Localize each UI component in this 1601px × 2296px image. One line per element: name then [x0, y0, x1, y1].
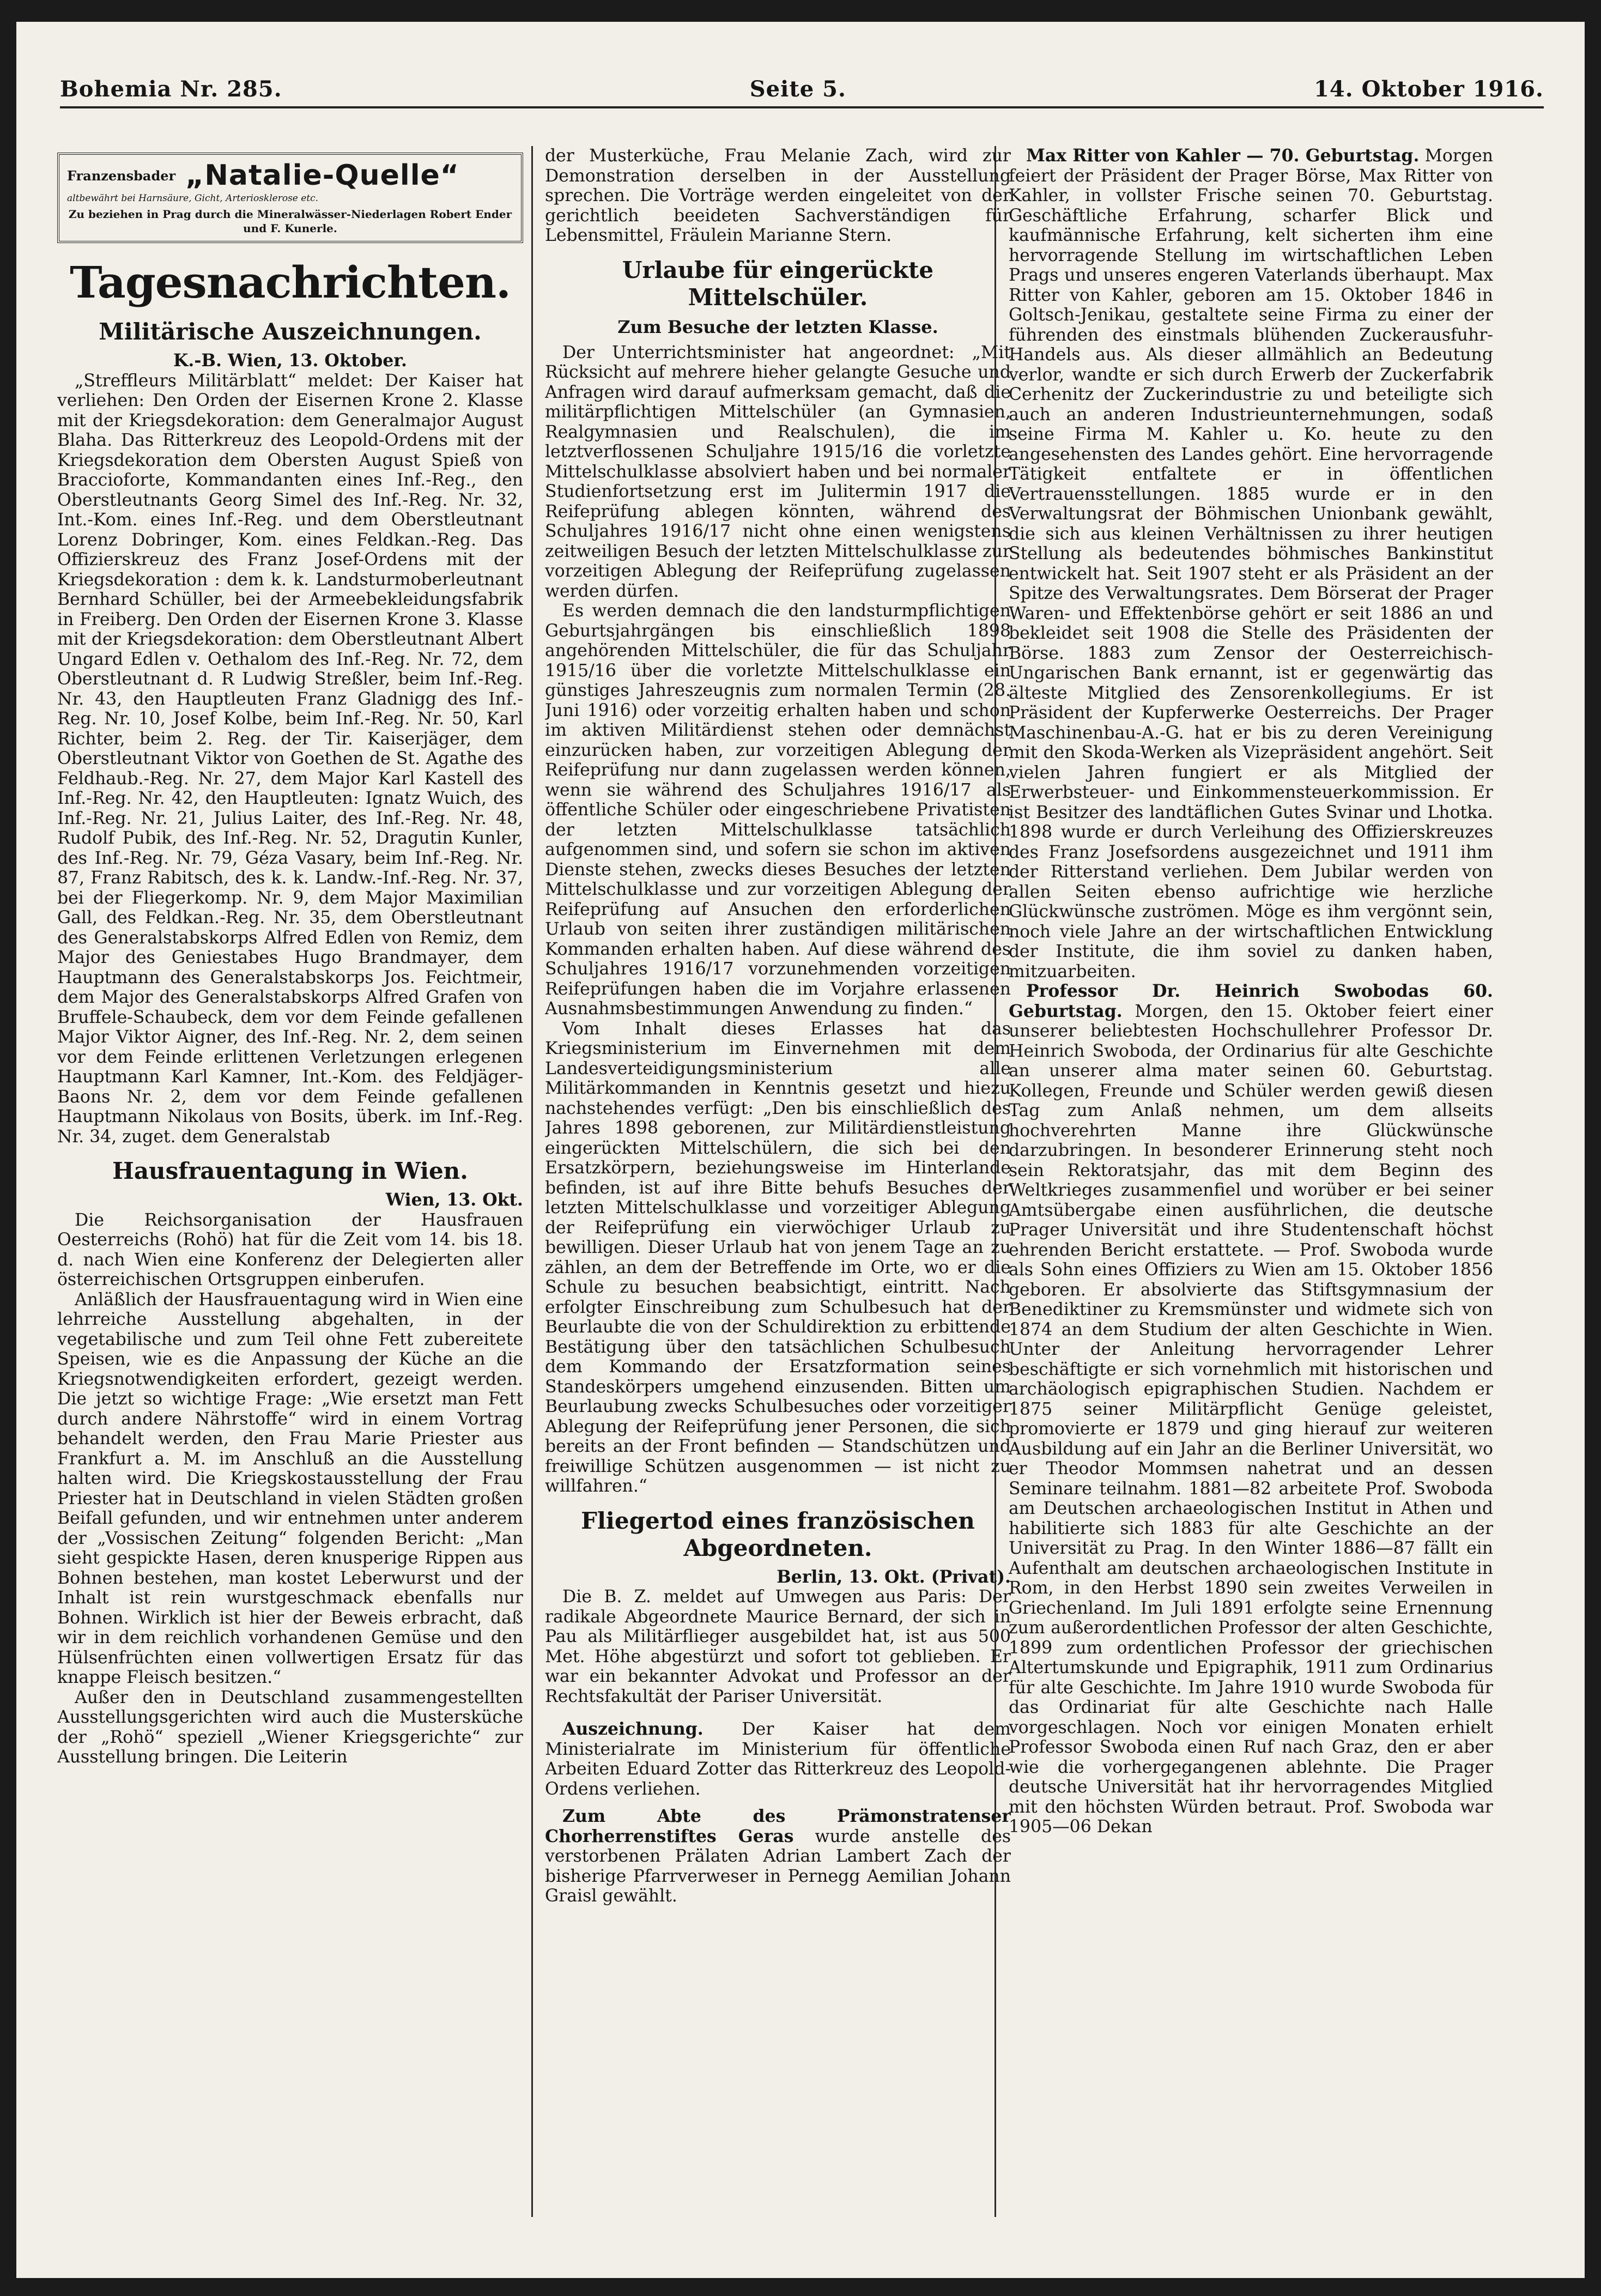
- article-paragraph: Die Reichsorganisation der Hausfrauen Oesterreichs (Rohö) hat für die Zeit vom 14. bis 18. d. nach Wien eine Konferenz der Delegierten aller österreichischen Ortsgruppen einberufen.: [57, 1210, 523, 1289]
- notice-paragraph: [545, 1807, 1011, 1906]
- notice-text: wurde anstelle des verstorbenen Prälaten Adrian Lambert Zach der bisherige Pfarrverweser in Pernegg Aemilian Johann Graisl gewählt.: [545, 1826, 1011, 1906]
- article-paragraph: Vom Inhalt dieses Erlasses hat das Kriegsministerium im Einvernehmen mit dem Landesverteidigungsministerium alle Militärkommanden in Kenntnis gesetzt und hiezu nachstehendes verfügt: „Den bis einschließlich des Jahres 1898 geborenen, zur Militärdienstleistung eingerückten Mittelschülern, die sich bei den Ersatzkörpern, beziehungsweise im Hinterlande befinden, ist auf ihre Bitte behufs Besuches der letzten Mittelschulklasse und vorzeitiger Ablegung der Reifeprüfung ein vierwöchiger Urlaub zu bewilligen. Dieser Urlaub hat von jenem Tage an zu zählen, an dem der Betreffende im Orte, wo er die Schule zu besuchen beabsichtigt, eintritt. Nach erfolgter Einschreibung zum Schulbesuch hat der Beurlaubte die von der Schuldirektion zu erbittende Bestätigung über den tatsächlichen Schulbesuch dem Kommando der Ersatzformation seines Standeskörpers umgehend einzusenden. Bitten um Beurlaubung zwecks Schulbesuches oder vorzeitiger Ablegung der Reifeprüfung jener Personen, die sich bereits an der Front befinden — Standschützen und freiwillige Schützen ausgenommen — ist nicht zu willfahren.“: [545, 1019, 1011, 1496]
- column-2: [545, 146, 1011, 2228]
- notice-text: Morgen feiert der Präsident der Prager Börse, Max Ritter von Kahler, in vollster Frische seinen 70. Geburtstag. Geschäftliche Erfahrung, scharfer Blick und kaufmännische Erfahrung, kelt sicherten ihm eine hervorragende Stellung im wirtschaftlichen Leben Prags und unseres engeren Vaterlands überhaupt. Max Ritter von Kahler, geboren am 15. Oktober 1846 in Goltsch-Jenikau, gestaltete seine Firma zu einer der führenden des einstmals blühenden Zuckerausfuhr-Handels aus. Als dieser allmählich an Bedeutung verlor, wandte er sich durch Erwerb der Zuckerfabrik Cerhenitz der Zuckerindustrie zu und beteiligte sich auch an anderen Industrieunternehmungen, sodaß seine Firma M. Kahler u. Ko. heute zu den angesehensten des Landes gehört. Eine hervorragende Tätigkeit entfaltete er in öffentlichen Vertrauensstellungen. 1885 wurde er in den Verwaltungsrat der Böhmischen Unionbank gewählt, die sich aus kleinen Verhältnissen zu ihrer heutigen Stellung als bedeutendes böhmisches Bankinstitut entwickelt hat. Seit 1907 steht er als Präsident an der Spitze des Verwaltungsrates. Dem Börserat der Prager Waren- und Effektenbörse gehört er seit 1886 an und bekleidet seit 1908 die Stelle des Präsidenten der Börse. 1883 zum Zensor der Oesterreichisch-Ungarischen Bank ernannt, ist er gegenwärtig das älteste Mitglied des Zensorenkollegiums. Er ist Präsident der Kupferwerke Oesterreichs. Der Prager Maschinenbau-A.-G. hat er bis zu deren Vereinigung mit den Skoda-Werken als Vizepräsident angehört. Seit vielen Jahren fungiert er als Mitglied der Erwerbsteuer- und Einkommensteuerkommission. Er ist Besitzer des landtäflichen Gutes Svinar und Lhotka. 1898 wurde er durch Verleihung des Offizierskreuzes des Franz Josefsordens ausgezeichnet und 1911 ihm der Ritterstand verliehen. Dem Jubilar werden von allen Seiten ebenso aufrichtige wie herzliche Glückwünsche zuströmen. Möge es ihm vergönnt sein, noch viele Jahre an der wirtschaftlichen Entwicklung der Institute, die ihm soviel zu danken haben, mitzuarbeiten.: [1009, 146, 1493, 982]
- article-title: Hausfrauentagung in Wien.: [112, 1158, 468, 1184]
- section-title: Tagesnachrichten.: [70, 257, 511, 308]
- ad-product-name: „Natalie-Quelle“: [185, 159, 459, 192]
- ad-spring-label: Franzensbader: [67, 167, 176, 184]
- advertisement: [57, 153, 523, 243]
- notice-lead: Auszeichnung.: [562, 1719, 704, 1739]
- page-number: Seite 5.: [749, 76, 846, 102]
- article-paragraph: Außer den in Deutschland zusammengestellten Ausstellungsgerichten wird auch die Mustersküche der „Rohö“ speziell „Wiener Kriegsgerichte“ zur Ausstellung bringen. Die Leiterin: [57, 1687, 523, 1767]
- notice-lead: Zum Abte des Prämonstratenser Chorherrenstiftes Geras: [545, 1806, 1011, 1846]
- notice-lead: Max Ritter von Kahler — 70. Geburtstag.: [1026, 146, 1420, 166]
- article-paragraph: Anläßlich der Hausfrauentagung wird in Wien eine lehrreiche Ausstellung abgehalten, in der vegetabilische und zum Teil ohne Fett zubereitete Speisen, wie es die Anpassung der Küche an die Kriegsnotwendigkeiten erfordert, gezeigt werden. Die jetzt so wichtige Frage: „Wie ersetzt man Fett durch andere Nährstoffe“ wird in einem Vortrag behandelt werden, den Frau Marie Priester aus Frankfurt a. M. im Anschluß an die Ausstellung halten wird. Die Kriegskostausstellung der Frau Priester hat in Deutschland in vielen Städten großen Beifall gefunden, und wir entnehmen unter anderem der „Vossischen Zeitung“ folgenden Bericht: „Man sieht gespickte Hasen, deren knusperige Rippen aus Bohnen bestehen, man kostet Leberwurst und der Inhalt ist rein wurstgeschmack ebenfalls nur Bohnen. Wirklich ist hier der Beweis erbracht, daß wir in dem reichlich vorhandenen Gemüse und den Hülsenfrüchten einen vollwertigen Ersatz für das knappe Fleisch besitzen.“: [57, 1289, 523, 1687]
- article-paragraph: Es werden demnach die den landsturmpflichtigen Geburtsjahrgängen bis einschließlich 1898 angehörenden Mittelschüler, die für das Schuljahr 1915/16 über die vorletzte Mittelschulklasse ein günstiges Jahreszeugnis zum normalen Termin (28. Juni 1916) oder vorzeitig erhalten haben und schon im aktiven Militärdienst stehen oder demnächst einzurücken haben, zur vorzeitigen Ablegung der Reifeprüfung nur dann zugelassen werden können, wenn sie während des Schuljahres 1916/17 als öffentliche Schüler oder eingeschriebene Privatisten der letzten Mittelschulklasse tatsächlich aufgenommen sind, und sofern sie schon im aktiven Dienste stehen, zwecks dieses Besuches der letzten Mittelschulklasse und zur vorzeitigen Ablegung der Reifeprüfung auf Ansuchen den erforderlichen Urlaub von seiten ihrer zuständigen militärischen Kommanden erhalten haben. Auf diese während des Schuljahres 1916/17 vorzunehmenden vorzeitigen Reifeprüfungen haben die im Vorjahre erlassenen Ausnahmsbestimmungen Anwendung zu finden.“: [545, 601, 1011, 1019]
- notice-paragraph: [545, 1719, 1011, 1799]
- issue-number: Bohemia Nr. 285.: [60, 76, 282, 102]
- ad-note: Zu beziehen in Prag durch die Mineralwässer-Niederlagen Robert Ender und F. Kunerle.: [68, 208, 512, 235]
- article-paragraph: „Streffleurs Militärblatt“ meldet: Der Kaiser hat verliehen: Den Orden der Eisernen Krone 2. Klasse mit der Kriegsdekoration: dem Generalmajor August Blaha. Das Ritterkreuz des Leopold-Ordens mit der Kriegsdekoration dem Obersten August Spieß von Braccioforte, Kommandanten eines Inf.-Reg., den Oberstleutnants Georg Simel des Inf.-Reg. Nr. 32, Int.-Kom. eines Inf.-Reg. und dem Oberstleutnant Lorenz Dobringer, Kom. eines Feldkan.-Reg. Das Offizierskreuz des Franz Josef-Ordens mit der Kriegsdekoration : dem k. k. Landsturmoberleutnant Bernhard Schüller, bei der Armeebekleidungsfabrik in Freiberg. Den Orden der Eisernen Krone 3. Klasse mit der Kriegsdekoration: dem Oberstleutnant Albert Ungard Edlen v. Oethalom des Inf.-Reg. Nr. 72, dem Oberstleutnant d. R Ludwig Streßler, beim Inf.-Reg. Nr. 43, den Hauptleuten Franz Gladnigg des Inf.-Reg. Nr. 10, Josef Kolbe, beim Inf.-Reg. Nr. 50, Karl Richter, beim 2. Reg. der Tir. Kaiserjäger, dem Oberstleutnant Viktor von Goethen de St. Agathe des Feldhaub.-Reg. Nr. 27, dem Major Karl Kastell des Inf.-Reg. Nr. 42, den Hauptleuten: Ignatz Wuich, des Inf.-Reg. Nr. 21, Julius Laiter, des Inf.-Reg. Nr. 48, Rudolf Pubik, des Inf.-Reg. Nr. 52, Dragutin Kunler, des Inf.-Reg. Nr. 79, Géza Vasary, beim Inf.-Reg. Nr. 87, Franz Rabitsch, des k. k. Landw.-Inf.-Reg. Nr. 37, bei der Fliegerkomp. Nr. 9, dem Major Maximilian Gall, des Feldkan.-Reg. Nr. 35, dem Oberstleutnant des Generalstabskorps Alfred Edlen von Remiz, dem Major des Geniestabes Hugo Brandmayer, dem Hauptmann des Generalstabskorps Jos. Feichtmeir, dem Major des Generalstabskorps Alfred Grafen von Bruffele-Schaubeck, dem vor dem Feinde gefallenen Major Viktor Aigner, des Inf.-Reg. Nr. 2, dem seinen vor dem Feinde erlittenen Verletzungen erlegenen Hauptmann Karl Kamner, Int.-Kom. des Feldjäger-Baons Nr. 2, dem vor dem Feinde gefallenen Hauptmann Nikolaus von Bosits, überk. im Inf.-Reg. Nr. 34, zuget. dem Generalstab: [57, 371, 523, 1147]
- notice-text: Morgen, den 15. Oktober feiert einer unserer beliebtesten Hochschullehrer Professor Dr. Heinrich Swoboda, der Ordinarius für alte Geschichte an unserer alma mater seinen 60. Geburtstag. Kollegen, Freunde und Schüler werden gewiß diesen Tag zum Anlaß nehmen, um dem allseits hochverehrten Manne ihre Glückwünsche darzubringen. In besonderer Erinnerung steht noch sein Rektoratsjahr, das mit dem Beginn des Weltkrieges zusammenfiel und worüber er bei seiner Amtsübergabe einen ausführlichen, die deutsche Prager Universität und ihre Studentenschaft höchst ehrenden Bericht erstattete. — Prof. Swoboda wurde als Sohn eines Offiziers zu Wien am 15. Oktober 1856 geboren. Er absolvierte das Stiftsgymnasium der Benediktiner zu Kremsmünster und widmete sich von 1874 an dem Studium der alten Geschichte in Wien. Unter der Anleitung hervorragender Lehrer beschäftigte er sich vornehmlich mit historischen und archäologisch epigraphischen Studien. Nachdem er 1875 seiner Militärpflicht Genüge geleistet, promovierte er 1879 und ging hierauf zur weiteren Ausbildung auf ein Jahr an die Berliner Universität, wo er Theodor Mommsen nahetrat und an dessen Seminare teilnahm. 1881—82 arbeitete Prof. Swoboda am Deutschen archaeologischen Institut in Athen und habilitierte sich 1883 für alte Geschichte an der Universität zu Prag. In den Winter 1886—87 fällt ein Aufenthalt am deutschen archaeologischen Institute in Rom, in den Herbst 1890 sein zweites Verweilen in Griechenland. Im Juli 1891 erfolgte seine Ernennung zum außerordentlichen Professor der alten Geschichte, 1899 zum ordentlichen Professor der griechischen Altertumskunde und Epigraphik, 1911 zum Ordinarius für alte Geschichte. Im Jahre 1910 wurde Swoboda für das Ordinariat für alte Geschichte nach Halle vorgeschlagen. Noch vor einigen Monaten erhielt Professor Swoboda einen Ruf nach Graz, den er aber wie die vorhergegangenen ablehnte. Die Prager deutsche Universität hat ihr hervorragendes Mitglied mit den höchsten Würden betraut. Prof. Swoboda war 1905—06 Dekan: [1009, 1001, 1493, 1837]
- article-subtitle: Zum Besuche der letzten Klasse.: [617, 316, 938, 337]
- article-dateline: Berlin, 13. Okt. (Privat).: [777, 1566, 1011, 1587]
- notice-paragraph: [1009, 982, 1493, 1837]
- article-dateline: K.-B. Wien, 13. Oktober.: [173, 350, 407, 371]
- notice-lead: Professor Dr. Heinrich Swobodas 60. Geburtstag.: [1009, 981, 1493, 1021]
- page-header: [60, 76, 1544, 108]
- notice-paragraph: [1009, 146, 1493, 982]
- ad-tagline: altbewährt bei Harnsäure, Gicht, Arteriosklerose etc.: [67, 193, 319, 204]
- column-3: [994, 146, 1493, 2228]
- article-title: Militärische Auszeichnungen.: [99, 318, 482, 345]
- article-paragraph: Die B. Z. meldet auf Umwegen aus Paris: Der radikale Abgeordnete Maurice Bernard, der sich in Pau als Militärflieger ausgebildet hat, ist aus 500 Met. Höhe abgestürzt und sofort tot geblieben. Er war ein bekannter Advokat und Professor an der Rechtsfakultät der Pariser Universität.: [545, 1587, 1011, 1706]
- article-title: Urlaube für eingerückte Mittelschüler.: [622, 256, 934, 311]
- article-title: Fliegertod eines französischen Abgeordneten.: [581, 1507, 975, 1561]
- article-dateline: Wien, 13. Okt.: [385, 1190, 523, 1210]
- newspaper-page: [16, 22, 1585, 2278]
- issue-date: 14. Oktober 1916.: [1314, 76, 1544, 102]
- notice-text: Der Kaiser hat dem Ministerialrate im Ministerium für öffentliche Arbeiten Eduard Zotter das Ritterkreuz des Leopold-Ordens verliehen.: [545, 1719, 1011, 1799]
- article-paragraph: Der Unterrichtsminister hat angeordnet: „Mit Rücksicht auf mehrere hieher gelangte Gesuche und Anfragen wird darauf aufmerksam gemacht, daß die militärpflichtigen Mittelschüler (an Gymnasien, Realgymnasien und Realschulen), die im letztverflossenen Schuljahre 1915/16 die vorletzte Mittelschulklasse absolviert haben und bei normaler Studienfortsetzung erst im Julitermin 1917 die Reifeprüfung ablegen könnten, während des Schuljahres 1916/17 nicht ohne einen wenigstens zeitweiligen Besuch der letzten Mittelschulklasse zur vorzeitigen Ablegung der Reifeprüfung zugelassen werden dürfen.: [545, 342, 1011, 601]
- column-1: [57, 146, 523, 2228]
- column-divider: [531, 146, 533, 2217]
- article-paragraph: der Musterküche, Frau Melanie Zach, wird zur Demonstration derselben in der Ausstellung sprechen. Die Vorträge werden eingeleitet von der gerichtlich beeideten Sachverständigen für Lebensmittel, Fräulein Marianne Stern.: [545, 146, 1011, 245]
